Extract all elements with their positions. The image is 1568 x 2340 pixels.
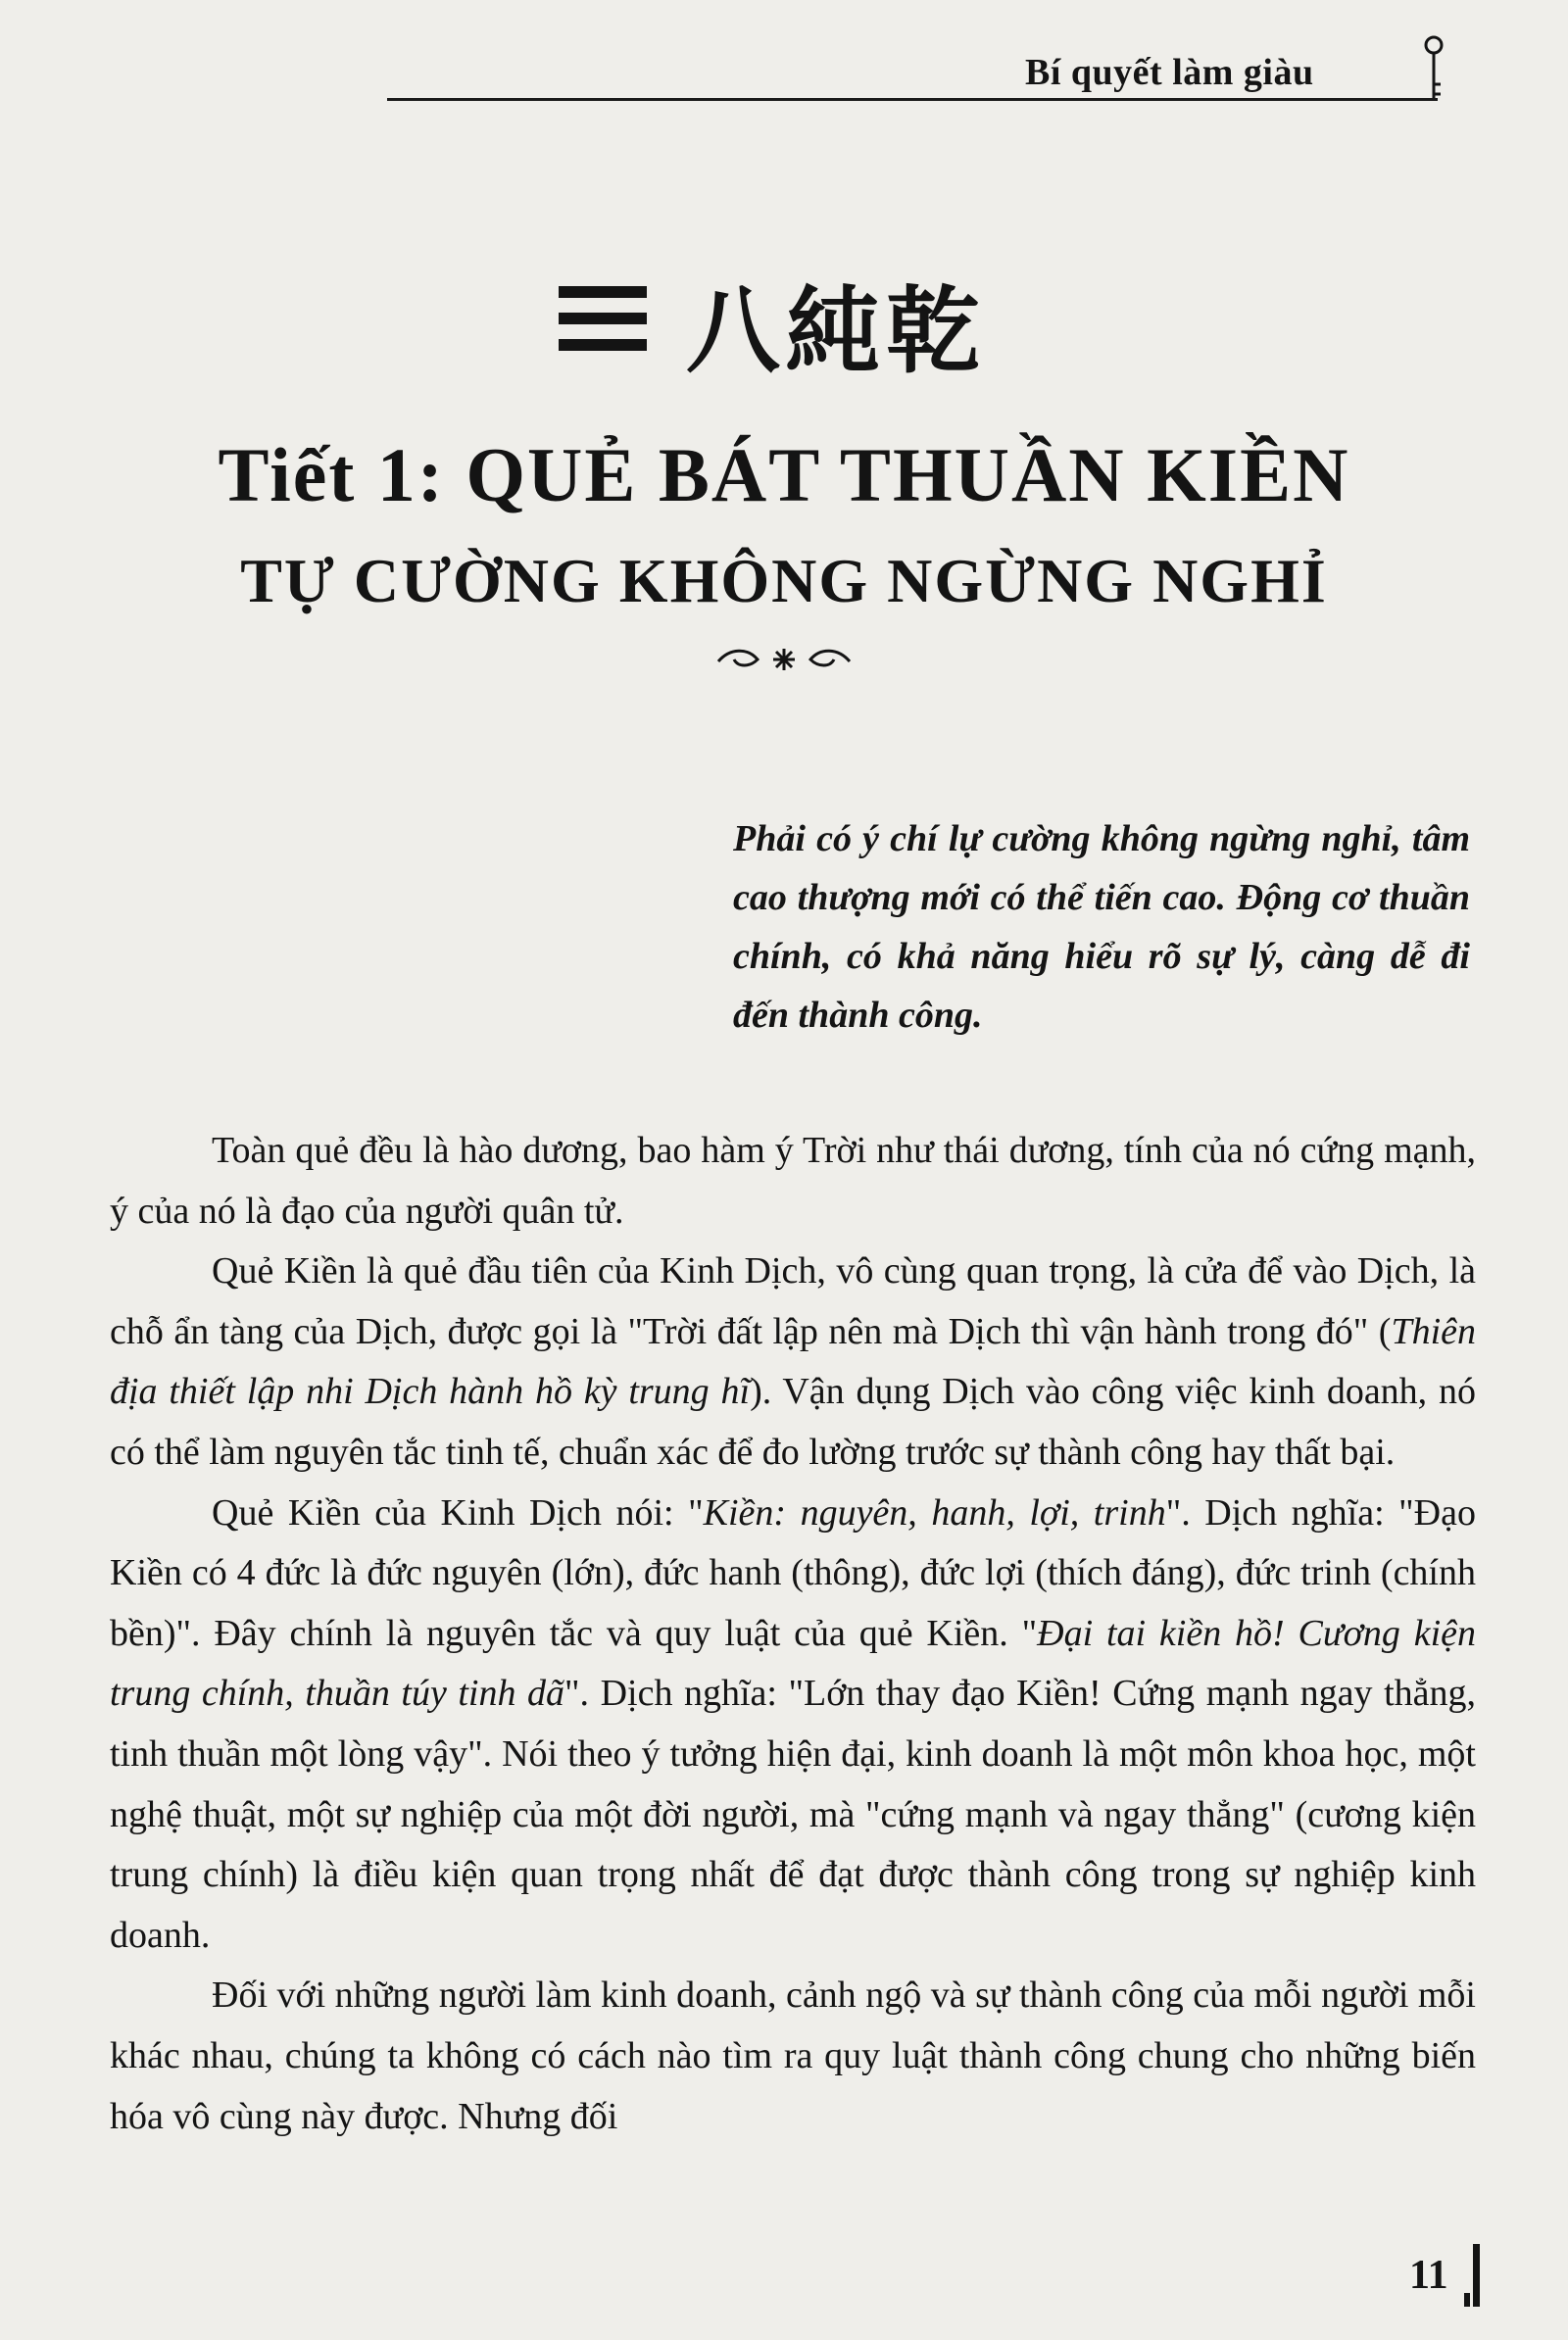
page-number-bar xyxy=(1473,2244,1480,2307)
paragraph-3-text: Quẻ Kiền của Kinh Dịch nói: " xyxy=(212,1491,704,1534)
paragraph-3-italic-2: Đại tai kiền hồ! Cương kiện trung chính, thuần túy tinh dã xyxy=(110,1612,1476,1715)
paragraph-3 xyxy=(110,1484,1476,1967)
paragraph-1: Toàn quẻ đều là hào dương, bao hàm ý Trời như thái dương, tính của nó cứng mạnh, ý của nó là đạo của người quân tử. xyxy=(110,1130,1476,1232)
header-rule xyxy=(387,98,1438,101)
paragraph-2 xyxy=(110,1242,1476,1483)
han-title: 八純乾 xyxy=(686,276,986,386)
page-number: 11 xyxy=(1409,2253,1448,2298)
paragraph-3-italic: Kiền: nguyên, hanh, lợi, trinh xyxy=(703,1491,1166,1534)
epigraph-quote: Phải có ý chí lự cường không ngừng nghỉ, tâm cao thượng mới có thể tiến cao. Động cơ thuần chính, có khả năng hiểu rõ sự lý, càng dễ đi đến thành công. xyxy=(733,818,1470,1036)
paragraph-3-text-mid: ". Dịch nghĩa: "Đạo Kiền có 4 đức là đức nguyên (lớn), đức hanh (thông), đức lợi (thích đáng), đức trinh (chính bền)". Đây chính là nguyên tắc và quy luật của quẻ Kiền. " xyxy=(110,1491,1476,1654)
body-text xyxy=(110,1121,1476,2147)
qian-trigram-icon xyxy=(559,284,647,353)
chapter-subtitle: TỰ CƯỜNG KHÔNG NGỪNG NGHỈ xyxy=(240,546,1328,615)
chapter-title: Tiết 1: QUẺ BÁT THUẦN KIỀN xyxy=(218,432,1350,517)
paragraph-2-italic: Thiên địa thiết lập nhi Dịch hành hồ kỳ trung hĩ xyxy=(110,1310,1476,1413)
ornament-divider xyxy=(710,640,858,679)
paragraph-3-text-end: ". Dịch nghĩa: "Lớn thay đạo Kiền! Cứng mạnh ngay thẳng, tinh thuần một lòng vậy". Nói theo ý tưởng hiện đại, kinh doanh là một môn khoa học, một nghệ thuật, một sự nghiệp của một đời người, mà "cứng mạnh và ngay thẳng" (cương kiện trung chính) là điều kiện quan trọng nhất để đạt được thành công trong sự nghiệp kinh doanh. xyxy=(110,1673,1476,1956)
paragraph-2-text-end: ). Vận dụng Dịch vào công việc kinh doanh, nó có thể làm nguyên tắc tinh tế, chuẩn xác để đo lường trước sự thành công hay thất bại. xyxy=(110,1371,1476,1473)
key-icon xyxy=(1419,35,1448,106)
running-header: Bí quyết làm giàu xyxy=(1025,52,1314,93)
page-number-tick xyxy=(1464,2293,1470,2307)
paragraph-2-text: Quẻ Kiền là quẻ đầu tiên của Kinh Dịch, vô cùng quan trọng, là cửa để vào Dịch, là chỗ ẩn tàng của Dịch, được gọi là "Trời đất lập nên mà Dịch thì vận hành trong đó" ( xyxy=(110,1250,1476,1352)
paragraph-4: Đối với những người làm kinh doanh, cảnh ngộ và sự thành công của mỗi người mỗi khác nhau, chúng ta không có cách nào tìm ra quy luật thành công chung cho những biến hóa vô cùng này được. Nhưng đối xyxy=(110,1974,1476,2137)
